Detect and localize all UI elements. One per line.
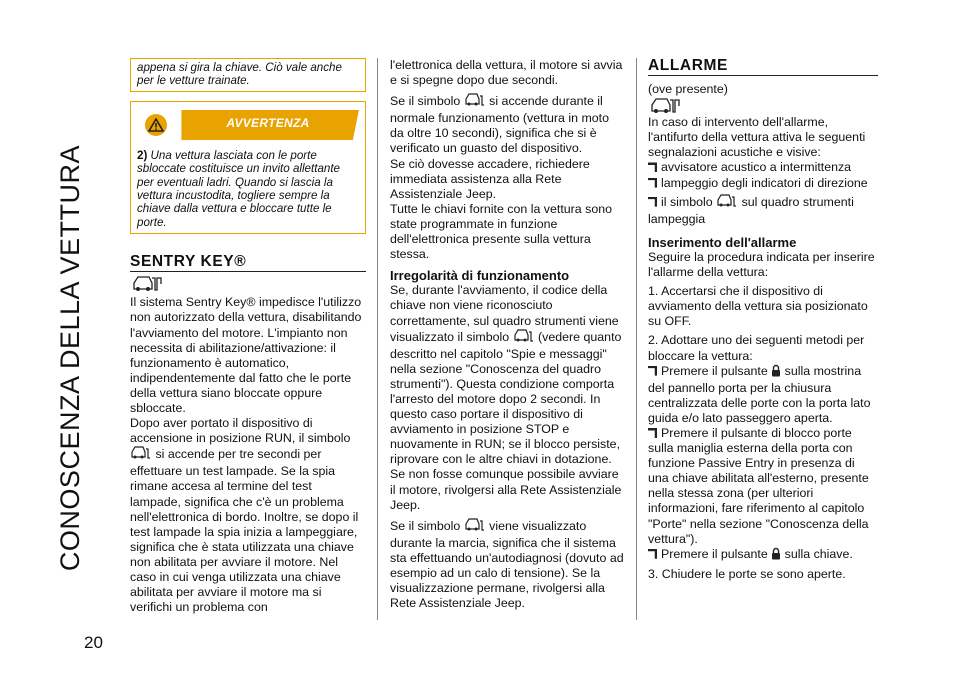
section-title-sentry-key: SENTRY KEY® — [130, 254, 366, 272]
list-item: Premere il pulsante sulla mostrina del pannello porta per la chiusura centralizzata delle porte con la porta lato guida e/o lato passeggero aperta. — [648, 363, 871, 425]
paragraph: si accende per tre secondi per effettuare un test lampade. Se la spia rimane accesa al termine del test lampade, significa che c'è un problema nell'elettronica di bordo. Inoltre, se dopo il test lampade la spia inizia a lampeggiare, significa che è stata utilizzata una chiave non abilitata per avviare il motore. Nel caso in cui venga utilizzata una chiave abilitata per avviare il motore ma si verifichi un problema con — [130, 447, 359, 615]
key-vehicle-icon — [513, 329, 535, 347]
paragraph: Se il simbolo — [390, 94, 461, 109]
chapter-title: CONOSCENZA DELLA VETTURA — [55, 144, 85, 572]
lock-icon — [771, 547, 781, 564]
section-title-allarme: ALLARME — [648, 58, 878, 76]
paragraph: Seguire la procedura indicata per inserire l'allarme della vettura: — [648, 249, 875, 280]
subsection-title: Irregolarità di funzionamento — [390, 268, 570, 284]
bullet-icon — [648, 197, 657, 207]
list-item: Premere il pulsante sulla chiave. — [648, 547, 878, 564]
list-item: avvisatore acustico a intermittenza — [648, 160, 878, 175]
paragraph: Se, durante l'avviamento, il codice della chiave non viene riconosciuto correttamente, sul quadro strumenti viene visualizzato il simbolo — [390, 283, 619, 344]
step-item: 2. Adottare uno dei seguenti metodi per bloccare la vettura: — [648, 333, 865, 363]
list-item: il simbolo sul quadro strumenti lampeggia — [648, 194, 854, 226]
column-3 — [648, 58, 878, 582]
warning-header — [131, 102, 365, 148]
paragraph: Tutte le chiavi fornite con la vettura sono state programmate in funzione dell'elettronica presente sulla vettura stessa. — [390, 201, 613, 262]
step-item: 1. Accertarsi che il dispositivo di avviamento della vettura sia posizionato su OFF. — [648, 284, 868, 329]
column-divider — [377, 58, 378, 620]
paragraph: Se ciò dovesse accadere, richiedere immediata assistenza alla Rete Assistenziale Jeep. — [390, 156, 590, 201]
bullet-icon — [648, 366, 657, 376]
paragraph: Il sistema Sentry Key® impedisce l'utilizzo non autorizzato della vettura, disabilitando l'avviamento del motore. L'impianto non necessita di abilitazione/attivazione: il funzionamento è automatico, indipendentemente dal fatto che le porte della vettura siano bloccate oppure sbloccate. — [130, 295, 362, 415]
paragraph: si accende durante il normale funzionamento (vettura in moto da oltre 10 secondi), significa che si è verificato un guasto del dispositivo. — [390, 94, 610, 156]
paragraph: viene visualizzato durante la marcia, significa che il sistema sta effettuando un'autodiagnosi (dovuto ad esempio ad un calo di tensione). Se la visualizzazione permane, rivolgersi alla Rete Assistenziale Jeep. — [390, 518, 624, 611]
warning-title: AVVERTENZA — [226, 115, 310, 130]
key-vehicle-icon — [716, 194, 738, 212]
warning-text: Una vettura lasciata con le porte sbloccate costituisce un invito allettante per eventuali ladri. Quando si lascia la vettura incustodita, togliere sempre la chiave dalla vettura e bloccare tutte le porte. — [137, 148, 341, 229]
subsection-title: Inserimento dell'allarme — [648, 234, 797, 250]
lock-icon — [771, 364, 781, 381]
paragraph: (vedere quanto descritto nel capitolo "Spie e messaggi" nella sezione "Conoscenza del quadro strumenti"). Questa condizione comporta l'arresto del motore dopo 2 secondi. In questo caso portare il dispositivo di avviamento in posizione STOP e nuovamente in RUN; se il blocco persiste, riprovare con le altre chiavi in dotazione. Se non fosse comunque possibile avviare il motore, rivolgersi alla Rete Assistenziale Jeep. — [390, 329, 622, 512]
step-item: 3. Chiudere le porte se sono aperte. — [648, 566, 846, 581]
presence-note: (ove presente) — [648, 82, 728, 97]
key-vehicle-icon — [464, 518, 486, 536]
key-vehicle-icon — [464, 93, 486, 111]
paragraph: l'elettronica della vettura, il motore si avvia e si spegne dopo due secondi. — [390, 58, 623, 88]
note-box: appena si gira la chiave. Ciò vale anche per le vetture trainate. — [130, 58, 366, 92]
column-1 — [130, 58, 366, 615]
list-item: Premere il pulsante di blocco porte sulla maniglia esterna della porta con funzione Passive Entry in presenza di una chiave abilitata all'esterno, presente nella stessa zona (per ulteriori informazioni, fare riferimento al capitolo "Porte" nella sezione "Conoscenza della vettura"). — [648, 425, 869, 546]
column-2 — [390, 58, 626, 611]
bullet-icon — [648, 549, 657, 559]
bullet-icon — [648, 178, 657, 188]
column-divider — [636, 58, 637, 620]
warning-number: 2) — [137, 148, 148, 162]
paragraph: Se il simbolo — [390, 518, 461, 533]
bullet-icon — [648, 162, 657, 172]
paragraph: Dopo aver portato il dispositivo di accensione in posizione RUN, il simbolo — [130, 416, 351, 446]
key-vehicle-icon — [648, 97, 878, 115]
key-vehicle-icon — [130, 446, 152, 464]
page-number: 20 — [84, 633, 103, 652]
bullet-icon — [648, 428, 657, 438]
key-vehicle-icon — [130, 275, 366, 295]
warning-box — [130, 101, 366, 234]
list-item: lampeggio degli indicatori di direzione — [648, 176, 878, 191]
warning-body — [131, 148, 365, 233]
paragraph: In caso di intervento dell'allarme, l'antifurto della vettura attiva le seguenti segnalazioni acustiche e visive: — [648, 115, 866, 160]
